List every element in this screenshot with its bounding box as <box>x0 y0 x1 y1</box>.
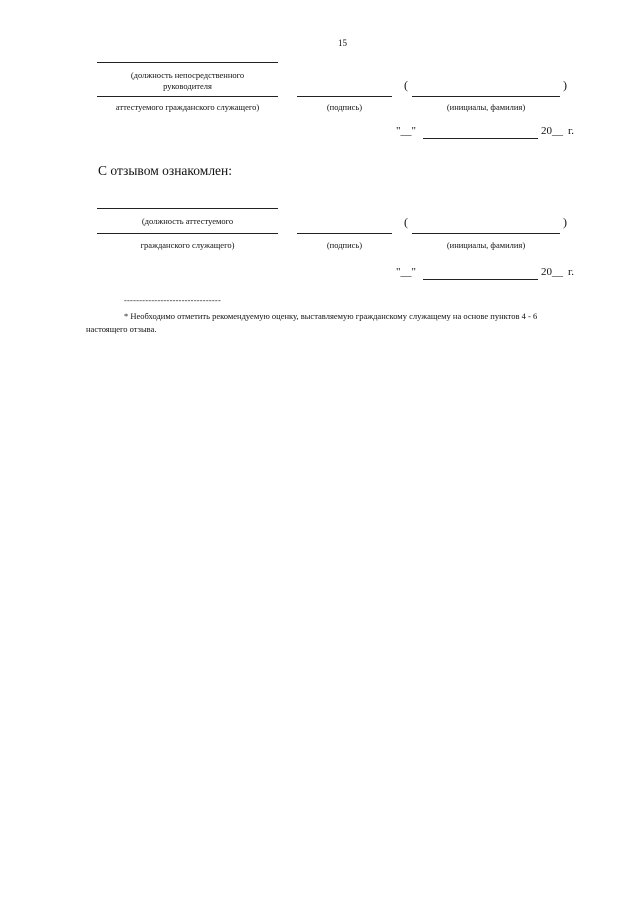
initials-paren-open: ( <box>404 78 408 92</box>
signature2-label: (подпись) <box>326 240 363 250</box>
position-line-top <box>97 62 278 63</box>
position2-label-line1: (должность аттестуемого <box>141 216 234 226</box>
position2-line-middle <box>97 233 278 234</box>
position2-line-top <box>97 208 278 209</box>
initials2-label: (инициалы, фамилия) <box>446 240 526 250</box>
position-label-line1: (должность непосредственного <box>130 70 245 80</box>
date2-year-suffix: г. <box>568 266 575 278</box>
page-number: 15 <box>338 38 347 48</box>
date2-year: 20__ <box>541 266 563 278</box>
date2-day-quote: "__" <box>396 266 416 278</box>
footnote-text-line1: * Необходимо отметить рекомендуемую оценку, выставляемую гражданскому служащему на основе пунктов 4 - 6 <box>124 311 538 321</box>
signature2-line <box>297 233 392 234</box>
initials2-line <box>412 233 560 234</box>
position-label-line3: аттестуемого гражданского служащего) <box>115 102 260 112</box>
position-line-middle <box>97 96 278 97</box>
initials-paren-close: ) <box>563 78 567 92</box>
date-year-suffix: г. <box>568 125 575 137</box>
acquainted-heading: С отзывом ознакомлен: <box>98 163 233 178</box>
date2-month-line <box>423 279 538 280</box>
date-year: 20__ <box>541 125 563 137</box>
position2-label-line2: гражданского служащего) <box>140 240 235 250</box>
signature-line <box>297 96 392 97</box>
date-day-quote: "__" <box>396 125 416 137</box>
initials2-paren-open: ( <box>404 215 408 229</box>
initials-label: (инициалы, фамилия) <box>446 102 526 112</box>
footnote-separator: -------------------------------- <box>124 295 221 305</box>
footnote-text-line2: настоящего отзыва. <box>86 324 157 334</box>
initials2-paren-close: ) <box>563 215 567 229</box>
initials-line <box>412 96 560 97</box>
signature-label: (подпись) <box>326 102 363 112</box>
date-month-line <box>423 138 538 139</box>
position-label-line2: руководителя <box>163 81 212 91</box>
